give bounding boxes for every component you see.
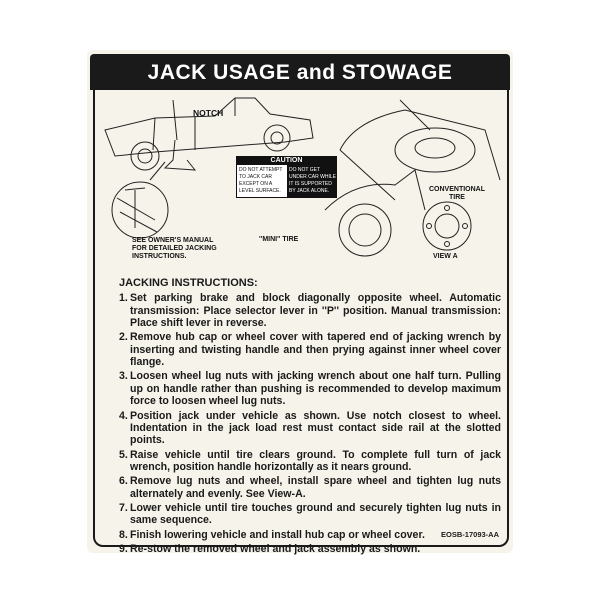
item-number: 8.	[119, 528, 128, 541]
mini-tire-illustration	[325, 170, 425, 256]
item-text: Loosen wheel lug nuts with jacking wrench about one half turn. Pulling up on handle rather than pushing is recommended to develop maximum force to loosen wheel lug nuts.	[130, 370, 501, 408]
caution-right-text: DO NOT GET UNDER CAR WHILE IT IS SUPPORTED BY JACK ALONE.	[287, 165, 336, 197]
item-number: 3.	[119, 370, 128, 383]
item-number: 1.	[119, 292, 128, 305]
caution-box	[236, 156, 337, 198]
item-number: 2.	[119, 331, 128, 344]
instructions-heading: JACKING INSTRUCTIONS:	[119, 277, 258, 289]
caution-title: CAUTION	[237, 157, 336, 165]
item-text: Remove hub cap or wheel cover with tapered end of jacking wrench by inserting and twisting handle and then prying against inner wheel cover flange.	[130, 331, 501, 368]
item-number: 4.	[119, 409, 128, 422]
see-manual-label: SEE OWNER'S MANUAL FOR DETAILED JACKING INSTRUCTIONS.	[132, 237, 217, 260]
item-text: Finish lowering vehicle and install hub cap or wheel cover.	[130, 528, 425, 541]
item-number: 6.	[119, 475, 128, 488]
decal-title: JACK USAGE and STOWAGE	[90, 54, 510, 90]
decal-body	[93, 90, 509, 556]
item-number: 5.	[119, 448, 128, 461]
mini-tire-label: ''MINI'' TIRE	[259, 236, 299, 243]
notch-label: NOTCH	[193, 108, 224, 118]
item-text: Set parking brake and block diagonally opposite wheel. Automatic transmission: Place selector lever in ''P'' position. Manual transmission: Place shift lever in reverse.	[130, 292, 501, 329]
instruction-item	[119, 543, 501, 555]
item-text: Remove lug nuts and wheel, install spare wheel and tighten lug nuts alternately and evenly. See View-A.	[130, 475, 501, 500]
item-number: 9.	[119, 543, 128, 556]
conventional-tire-label: CONVENTIONAL TIRE	[429, 186, 485, 201]
item-number: 7.	[119, 502, 128, 515]
item-text: Re-stow the removed wheel and jack assembly as shown.	[130, 543, 421, 556]
instruction-item	[119, 449, 501, 474]
caution-left-text: DO NOT ATTEMPT TO JACK CAR EXCEPT ON A LEVEL SURFACE.	[239, 167, 283, 194]
conventional-tire-illustration	[340, 100, 500, 200]
view-a-label: VIEW A	[433, 253, 458, 260]
jacking-instructions	[119, 277, 501, 558]
item-text: Position jack under vehicle as shown. Use notch closest to wheel. Indentation in the jack load rest must contact side rail at the slotted points.	[130, 409, 501, 447]
view-a-wheel-illustration	[423, 202, 471, 250]
jack-usage-decal	[87, 50, 513, 556]
part-number: EOSB-17093-AA	[441, 530, 499, 539]
jack-detail-illustration	[112, 162, 168, 238]
instruction-item	[119, 475, 501, 500]
instruction-item	[119, 502, 501, 527]
instruction-item	[119, 410, 501, 447]
item-text: Lower vehicle until tire touches ground and securely tighten lug nuts in same sequence.	[130, 502, 501, 527]
item-text: Raise vehicle until tire clears ground. To complete full turn of jack wrench, position handle horizontally as it nears ground.	[130, 448, 501, 473]
instruction-item	[119, 331, 501, 368]
instruction-item	[119, 292, 501, 329]
instruction-item	[119, 370, 501, 407]
